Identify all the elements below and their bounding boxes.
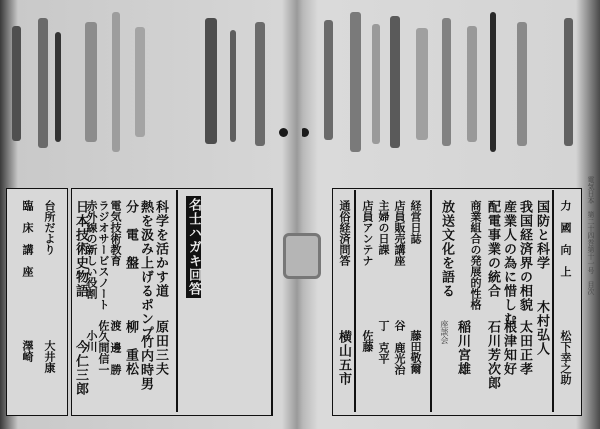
item-10-title: 通俗経済問答 [338,200,351,266]
item-10-author: 横山五市 [336,330,351,386]
magazine-header: 電気日本 第二十四巻第十一号 目次 [587,176,595,295]
left-item-1-title: 科学を活かす道 [153,200,168,298]
divider [176,190,178,412]
left-feature-title: 名士ハガキ回答 [186,198,201,296]
left-item-4-author: 渡 邊 勝 [109,320,122,375]
item-1-title: 国防と科学 [534,200,549,270]
banner: 商業組合の発展的性格 [469,200,482,310]
divider [552,190,554,412]
item-6-title: 経営日誌 [409,200,422,244]
item-8-author: 丁 克平 [377,320,390,364]
side-item-1-author: 大井康 [43,340,56,373]
side-box [6,188,68,416]
bamboo-decoration [302,12,600,162]
left-item-7-title: 日本技術史物語 [73,200,88,298]
side-item-1-title: 台所だより [43,200,56,255]
item-4-title: 配電事業の統合 [485,200,500,298]
item-2-author: 太田正孝 [517,320,532,376]
left-item-3-author: 柳 重松 [123,320,138,376]
feature-title: 放送文化を語る [439,200,454,298]
binding-hole [279,128,288,137]
item-9-author: 佐藤 [361,330,374,352]
left-item-6-title: 赤外線の新しい役割 [85,200,98,299]
left-item-5-title: ラジオサービスノート [97,200,110,310]
left-item-6-author: 小川 [85,330,98,352]
item-5-author: 稲川宮雄 [455,320,470,376]
side-item-title: 力 國 向 上 [559,200,572,277]
side-item-2-author: 澤崎 [21,340,34,362]
divider [354,190,356,412]
item-7-title: 店員販売講座 [393,200,406,266]
item-9-title: 店員アンテナ [361,200,374,266]
left-item-3-title: 分 電 盤 [123,200,138,270]
left-item-7-author: 今仁三郎 [73,340,88,396]
left-page [0,0,298,429]
left-item-2-author: 竹内時男 [138,335,153,391]
item-7-author: 谷 鹿光治 [393,320,406,375]
item-6-author: 藤田敬爾 [409,330,422,374]
right-page [302,0,600,429]
feature-sub: 座談会 [440,320,449,344]
side-item-2-title: 臨 床 講 座 [21,200,34,277]
item-3-title: 産業人の為に惜しむ [501,200,516,326]
bamboo-decoration [0,12,298,162]
left-item-4-title: 電気技術教育 [109,200,122,266]
side-item-author: 松下幸之助 [559,330,572,385]
item-4-author: 石川芳次郎 [485,320,500,390]
item-3-author: 根津知好 [501,320,516,376]
left-item-5-author: 佐久間信一 [97,320,110,375]
left-item-1-author: 原田三夫 [153,320,168,376]
divider [430,190,432,412]
item-1-author: 木村弘人 [534,300,549,356]
left-item-2-title: 熱を汲み上げるポンプ [138,200,153,340]
minor-contents-box [196,188,272,416]
item-2-title: 我国経済界の相貌 [517,200,532,312]
item-8-title: 主婦の日課 [377,200,390,255]
